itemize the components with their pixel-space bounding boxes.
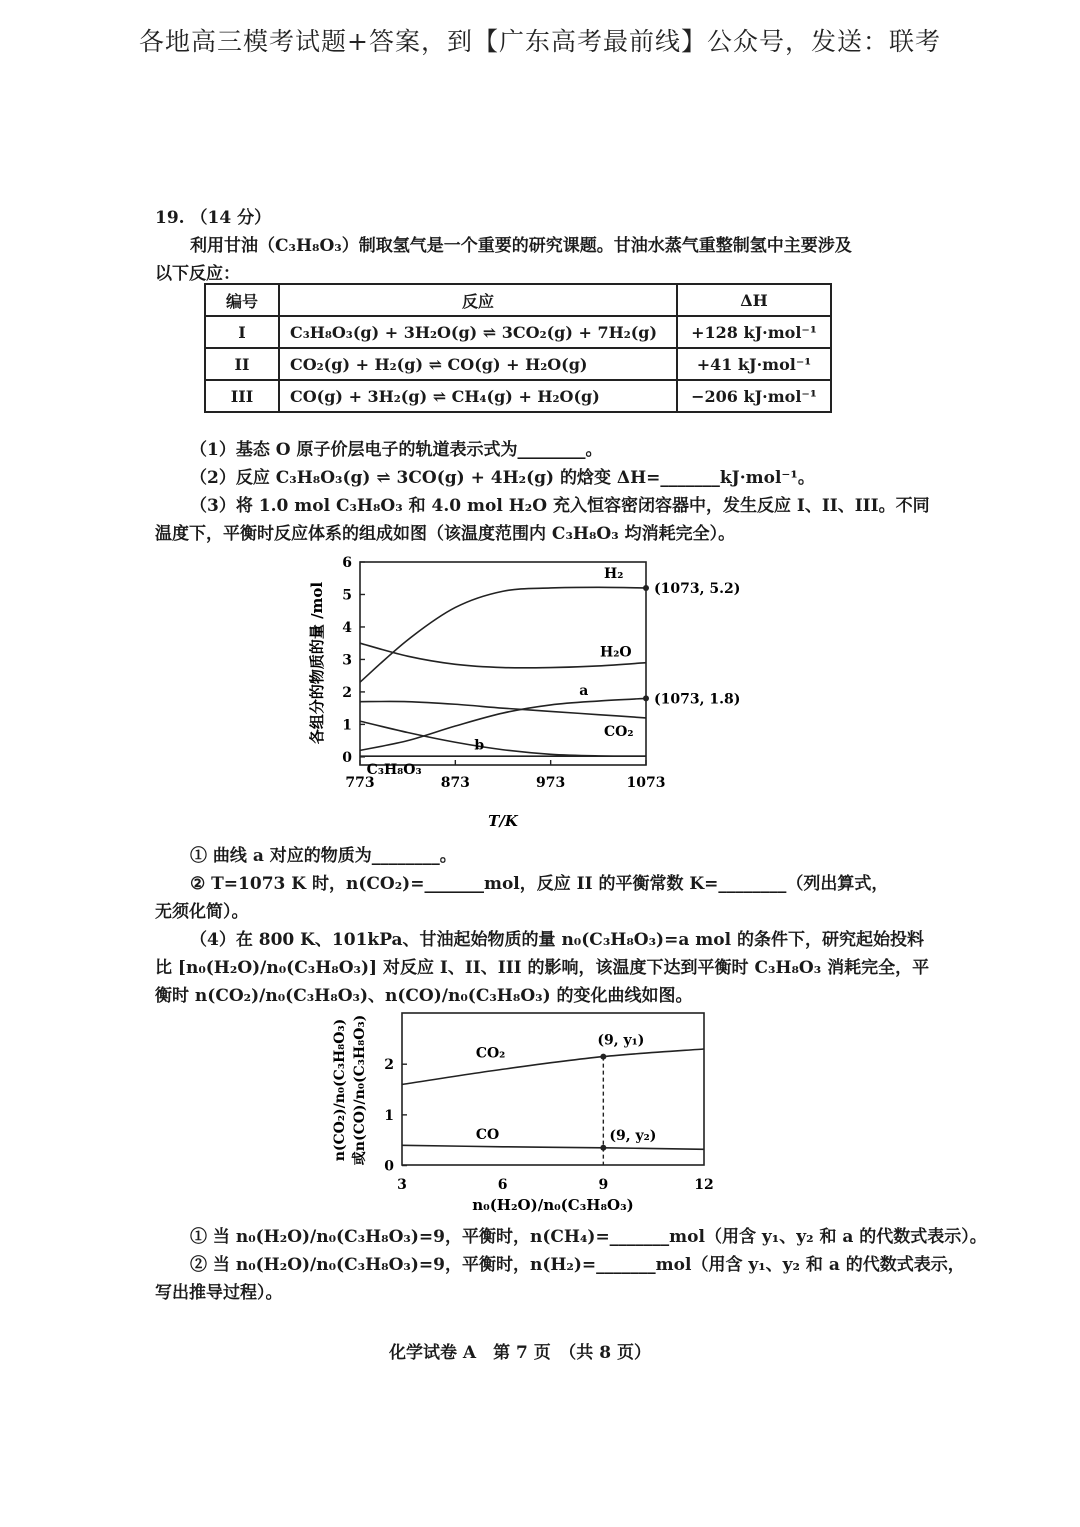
x-tick-label: 9 xyxy=(598,1177,609,1193)
header-dh: ΔH xyxy=(677,284,831,316)
series-label: CO xyxy=(475,1126,500,1143)
x-tick-label: 773 xyxy=(345,775,375,791)
series-line-1 xyxy=(402,1145,704,1149)
row-reaction: CO(g) + 3H₂(g) ⇌ CH₄(g) + H₂O(g) xyxy=(279,380,677,412)
y-tick-label: 2 xyxy=(384,1057,394,1074)
sub-question-4-line-3: 衡时 n(CO₂)/n₀(C₃H₈O₃)、n(CO)/n₀(C₃H₈O₃) 的变化曲线如图。 xyxy=(155,986,693,1006)
y-axis-label-2 xyxy=(351,1015,368,1165)
header-id: 编号 xyxy=(205,284,279,316)
y-tick-label: 4 xyxy=(342,619,352,636)
intro-line-1: 利用甘油（C₃H₈O₃）制取氢气是一个重要的研究课题。甘油水蒸气重整制氢中主要涉及 xyxy=(190,236,852,256)
sub-question-1: （1）基态 O 原子价层电子的轨道表示式为________。 xyxy=(190,440,603,460)
question-score: （14 分） xyxy=(190,208,272,228)
annotation-label: (1073, 5.2) xyxy=(654,580,741,597)
row-id: II xyxy=(205,348,279,380)
row-dh: +41 kJ·mol⁻¹ xyxy=(677,348,831,380)
question-number-label: 19. xyxy=(155,208,185,228)
y-axis-label: 各组分的物质的量 /mol xyxy=(308,581,326,745)
chart-ratio-vs-feed xyxy=(320,1005,740,1220)
table-row xyxy=(205,316,831,348)
series-label: H₂ xyxy=(604,565,624,582)
x-axis-label: n₀(H₂O)/n₀(C₃H₈O₃) xyxy=(472,1196,634,1214)
series-label: b xyxy=(474,737,485,754)
series-line-0 xyxy=(402,1049,704,1084)
chart-composition-vs-temperature xyxy=(300,548,750,833)
y-tick-label: 6 xyxy=(342,555,352,571)
reaction-table xyxy=(204,283,832,413)
page-footer: 化学试卷 A 第 7 页 （共 8 页） xyxy=(389,1343,651,1363)
intro-line-2: 以下反应： xyxy=(155,264,240,284)
y-axis-label-line-1: n(CO₂)/n₀(C₃H₈O₃) xyxy=(332,1018,348,1162)
sub-question-4-line-1: （4）在 800 K、101kPa、甘油起始物质的量 n₀(C₃H₈O₃)=a mol 的条件下，研究起始投料 xyxy=(190,930,924,950)
plot-frame xyxy=(402,1013,704,1165)
series-label: CO₂ xyxy=(475,1045,506,1062)
question-number xyxy=(155,203,271,228)
annotation-label: (1073, 1.8) xyxy=(654,691,741,708)
data-point xyxy=(600,1145,606,1151)
annotation-label: (9, y₁) xyxy=(597,1032,645,1049)
x-tick-label: 6 xyxy=(497,1177,508,1193)
promo-banner: 各地高三模考试题+答案，到【广东高考最前线】公众号，发送：联考 xyxy=(139,27,941,56)
row-id: I xyxy=(205,316,279,348)
y-axis-label xyxy=(332,1019,348,1162)
series-label: C₃H₈O₃ xyxy=(366,762,422,779)
sub-question-3-2-cont: 无须化简）。 xyxy=(155,902,249,922)
x-tick-label: 873 xyxy=(440,775,470,791)
x-tick-label: 12 xyxy=(694,1177,714,1193)
y-tick-label: 1 xyxy=(384,1107,394,1124)
series-label: a xyxy=(579,683,589,700)
table-header-row xyxy=(205,284,831,316)
y-tick-label: 0 xyxy=(384,1158,394,1175)
y-tick-label: 5 xyxy=(342,587,352,604)
x-tick-label: 1073 xyxy=(626,775,666,791)
sub-question-3-line-1: （3）将 1.0 mol C₃H₈O₃ 和 4.0 mol H₂O 充入恒容密闭容器中，发生反应 I、II、III。不同 xyxy=(190,496,930,516)
x-axis-label: T/K xyxy=(488,812,518,830)
y-tick-label: 2 xyxy=(342,684,352,701)
sub-question-4-2: ② 当 n₀(H₂O)/n₀(C₃H₈O₃)=9，平衡时，n(H₂)=_______mol（用含 y₁、y₂ 和 a 的代数式表示， xyxy=(190,1255,965,1275)
table-row xyxy=(205,380,831,412)
table-row xyxy=(205,348,831,380)
series-label: H₂O xyxy=(600,644,632,661)
data-point xyxy=(643,695,649,701)
sub-question-3-line-2: 温度下，平衡时反应体系的组成如图（该温度范围内 C₃H₈O₃ 均消耗完全）。 xyxy=(155,524,736,544)
series-line-3 xyxy=(360,701,646,717)
data-point xyxy=(643,585,649,591)
x-tick-label: 973 xyxy=(536,775,566,791)
header-reaction: 反应 xyxy=(279,284,677,316)
sub-question-2: （2）反应 C₃H₈O₃(g) ⇌ 3CO(g) + 4H₂(g) 的焓变 ΔH=_______kJ·mol⁻¹。 xyxy=(190,468,815,488)
y-tick-label: 0 xyxy=(342,749,352,766)
y-tick-label: 3 xyxy=(342,652,352,669)
data-point xyxy=(600,1054,606,1060)
row-dh: +128 kJ·mol⁻¹ xyxy=(677,316,831,348)
row-reaction: CO₂(g) + H₂(g) ⇌ CO(g) + H₂O(g) xyxy=(279,348,677,380)
sub-question-4-1: ① 当 n₀(H₂O)/n₀(C₃H₈O₃)=9，平衡时，n(CH₄)=_______mol（用含 y₁、y₂ 和 a 的代数式表示）。 xyxy=(190,1227,987,1247)
y-axis-label-line-2: 或n(CO)/n₀(C₃H₈O₃) xyxy=(352,1014,368,1166)
row-reaction: C₃H₈O₃(g) + 3H₂O(g) ⇌ 3CO₂(g) + 7H₂(g) xyxy=(279,316,677,348)
series-label: CO₂ xyxy=(604,723,634,740)
x-tick-label: 3 xyxy=(397,1177,407,1193)
y-tick-label: 1 xyxy=(342,717,352,734)
annotation-label: (9, y₂) xyxy=(609,1127,657,1144)
sub-question-3-1: ① 曲线 a 对应的物质为________。 xyxy=(190,846,457,866)
sub-question-4-2-cont: 写出推导过程）。 xyxy=(155,1283,283,1303)
row-id: III xyxy=(205,380,279,412)
row-dh: −206 kJ·mol⁻¹ xyxy=(677,380,831,412)
sub-question-4-line-2: 比 [n₀(H₂O)/n₀(C₃H₈O₃)] 对反应 I、II、III 的影响，该温度下达到平衡时 C₃H₈O₃ 消耗完全，平 xyxy=(155,958,930,978)
sub-question-3-2: ② T=1073 K 时，n(CO₂)=_______mol，反应 II 的平衡常数 K=________（列出算式， xyxy=(190,874,889,894)
